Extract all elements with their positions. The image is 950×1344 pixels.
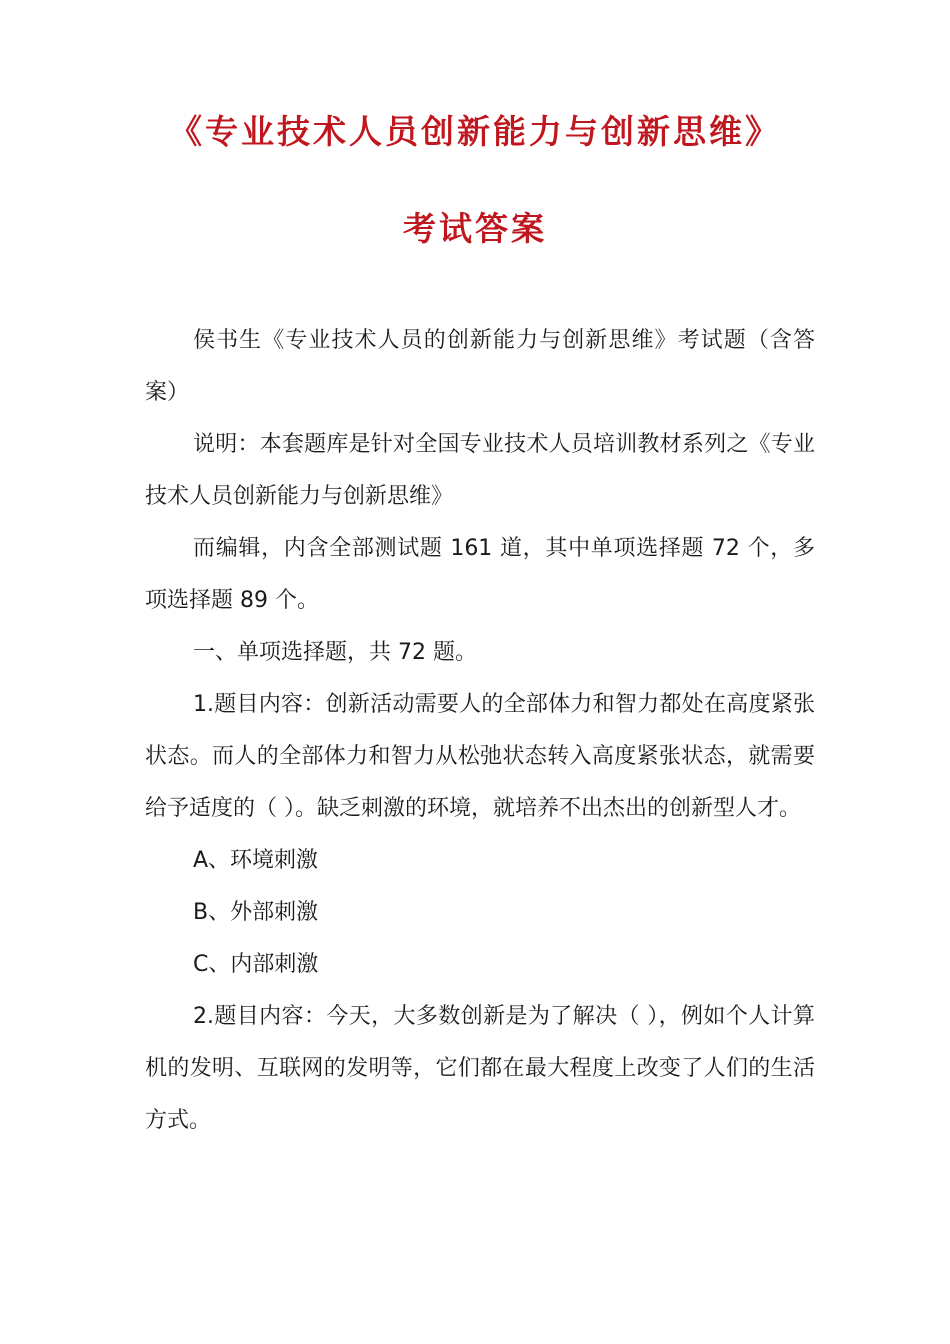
- question-1-option-a: A、环境刺激: [193, 848, 319, 873]
- question-2: 2.题目内容：今天，大多数创新是为了解决（ ），例如个人计算机的发明、互联网的发明等，它们都在最大程度上改变了人们的生活方式。: [145, 1004, 815, 1133]
- question-1-option-b: B、外部刺激: [193, 900, 319, 925]
- section-heading: 一、单项选择题，共 72 题。: [193, 640, 477, 665]
- edit-note-paragraph: 而编辑，内含全部测试题 161 道，其中单项选择题 72 个，多项选择题 89 个。: [145, 536, 815, 613]
- document-title: 《专业技术人员创新能力与创新思维》: [169, 112, 781, 151]
- question-1: 1.题目内容：创新活动需要人的全部体力和智力都处在高度紧张状态。而人的全部体力和智力从松弛状态转入高度紧张状态，就需要给予适度的（ ）。缺乏刺激的环境，就培养不出杰出的创新型人才。: [145, 692, 815, 821]
- document-subtitle: 考试答案: [403, 209, 547, 248]
- document-body: [145, 315, 815, 1147]
- question-1-option-c: C、内部刺激: [193, 952, 319, 977]
- intro-paragraph: 侯书生《专业技术人员的创新能力与创新思维》考试题（含答案）: [145, 328, 815, 405]
- explanation-paragraph: 说明：本套题库是针对全国专业技术人员培训教材系列之《专业技术人员创新能力与创新思维》: [145, 432, 815, 509]
